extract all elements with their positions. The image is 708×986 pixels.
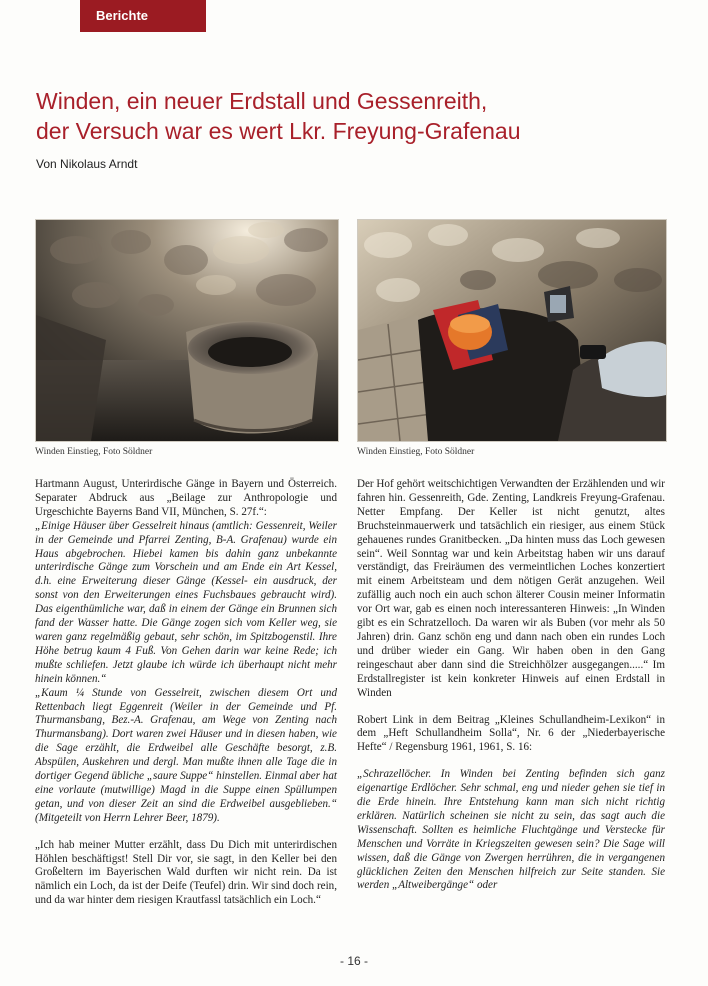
- page-number: - 16 -: [339, 954, 368, 968]
- quote-paragraph: „Kaum ¼ Stunde von Gesselreit, zwischen diesem Ort und Rettenbach liegt Eggenreit (Weiler in der Gemeinde und Pf. Thurmansbang, Bez.-A. Grafenau, am Wege von Zenting nach Thurmansbang). Dort waren zwei Häuser und in diesen haben, wie die Sage erzählt, die Erdweibel alle Geschäfte besorgt, z.B. Abspülen, Auskehren und dergl. Man mußte ihnen alle Tage die in dortiger Gegend übliche „saure Suppe“ hinstellen. Einmal aber hat eine vorlaute (mutwillige) Magd in die Suppe einen Spüllumpen getan, und von dieser Zeit an sind die Erdweibel ausgeblieben.“ (Mitgeteilt von Herrn Lehrer Beer, 1879).: [35, 686, 337, 824]
- quote-paragraph: „Einige Häuser über Gesselreit hinaus (amtlich: Gessenreit, Weiler in der Gemeinde und Pfarrei Zenting, B-A. Grafenau) wurde ein Haus abgebrochen. Hiebei kamen bis dahin ganz unbekannte unterirdische Gänge zum Vorschein und am Ende ein Art Kessel, d.h. eine Erweiterung dieser Gänge (Kessel- ein ausdruck, der sonst von den Erweiterungen eines Fuchsbaues gebraucht wird). Das eigenthümliche war, daß in einem der Gänge ein Brunnen sich fand der Wasser hatte. Die Gänge zogen sich vom Keller weg, sie waren ganz regelmäßig gebaut, sehr schön, im Spitzbogenstil. Ihre Höhe betrug kaum 4 Fuß. Von Gehen darin war keine Rede; ich mußte schliefen. Jetzt glaube ich würde ich überhaupt nicht mehr hinein können.“: [35, 519, 337, 685]
- paragraph: „Ich hab meiner Mutter erzählt, dass Du Dich mit unterirdischen Höhlen beschäftigst! Stell Dir vor, sie sagt, in den Keller bei den Großeltern im Bayerischen Wald durften wir nicht rein. Da ist nämlich ein Loch, da ist der Deife (Teufel) drin. Wir sind doch rein, und da war hinter dem riesigen Krautfassl tatsächlich ein Loch.“: [35, 838, 337, 907]
- paragraph: Robert Link in dem Beitrag „Kleines Schullandheim-Lexikon“ in dem „Heft Schullandheim Solla“, Nr. 6 der „Niederbayerische Hefte“ / Regensburg 1961, 1961, S. 16:: [357, 713, 665, 754]
- photo-caption-left: Winden Einstieg, Foto Söldner: [35, 447, 153, 457]
- right-text-column: [357, 478, 665, 893]
- paragraph: Der Hof gehört weitschichtigen Verwandten der Erzählenden und wir fahren hin. Gessenreith, Gde. Zenting, Landkreis Freyung-Grafenau. Netter Empfang. Der Keller ist nicht genutzt, altes Bruchsteinmauerwerk und tatsächlich ein riesiger, aus einem Stück gehauenes rundes Granitbecken. „Da hinten muss das Loch gewesen sein“. Weil Sonntag war und kein Arbeitstag haben wir uns darauf verständigt, das Freiräumen des vermeintlichen Loches konzertiert mit einem Arbeitsteam und dem nötigen Gerät anzugehen. Weil zufällig auch noch ein auch schon älterer Cousin meiner Informatin vor Ort war, gab es einen noch interessanteren Hinweis: „In Winden gibt es ein Schratzelloch. Da waren wir als Buben (vor mehr als 50 Jahren) drin. Ganz schön eng und dann nach oben ein rundes Loch und drüber wieder ein Gang. Wir haben oben in den Gang reingeschaut aber dann sind die Streichhölzer ausgegangen.....“ Im Erdstallregister ist kein konkreter Hinweis auf einen Erdstall in Winden: [357, 478, 665, 699]
- title-line-2: der Versuch war es wert Lkr. Freyung-Grafenau: [36, 118, 521, 144]
- photo-granite-basin: [35, 219, 339, 442]
- left-text-column: [35, 478, 337, 908]
- title-line-1: Winden, ein neuer Erdstall und Gessenreith,: [36, 88, 488, 114]
- paragraph: Hartmann August, Unterirdische Gänge in Bayern und Österreich. Separater Abdruck aus „Beilage zur Anthropologie und Urgeschichte Bayerns Band VII, München, S. 27f.“:: [35, 478, 337, 518]
- photo-caption-right: Winden Einstieg, Foto Söldner: [357, 447, 475, 457]
- section-tab: Berichte: [80, 0, 206, 32]
- article-title: [36, 86, 676, 146]
- photo-cellar-explorer: [357, 219, 667, 442]
- byline: Von Nikolaus Arndt: [36, 157, 138, 171]
- quote-paragraph: „Schrazellöcher. In Winden bei Zenting befinden sich ganz eigenartige Erdlöcher. Sehr schmal, eng und nieder gehen sie tief in die Erde hinein. Ihre Entstehung kann man sich nicht richtig erklären. Natürlich scheinen sie nicht zu sein, das sagt auch die Wissenschaft. Sollten es heimliche Fluchtgänge und Verstecke für Menschen und Vorräte in Kriegszeiten gewesen sein? Die Sage will wissen, daß die Gänge von Zwergen herrühren, die in vergangenen glücklichen Zeiten den Menschen hilfreich zur Seite standen. Sie werden „Altweibergänge“ oder: [357, 768, 665, 892]
